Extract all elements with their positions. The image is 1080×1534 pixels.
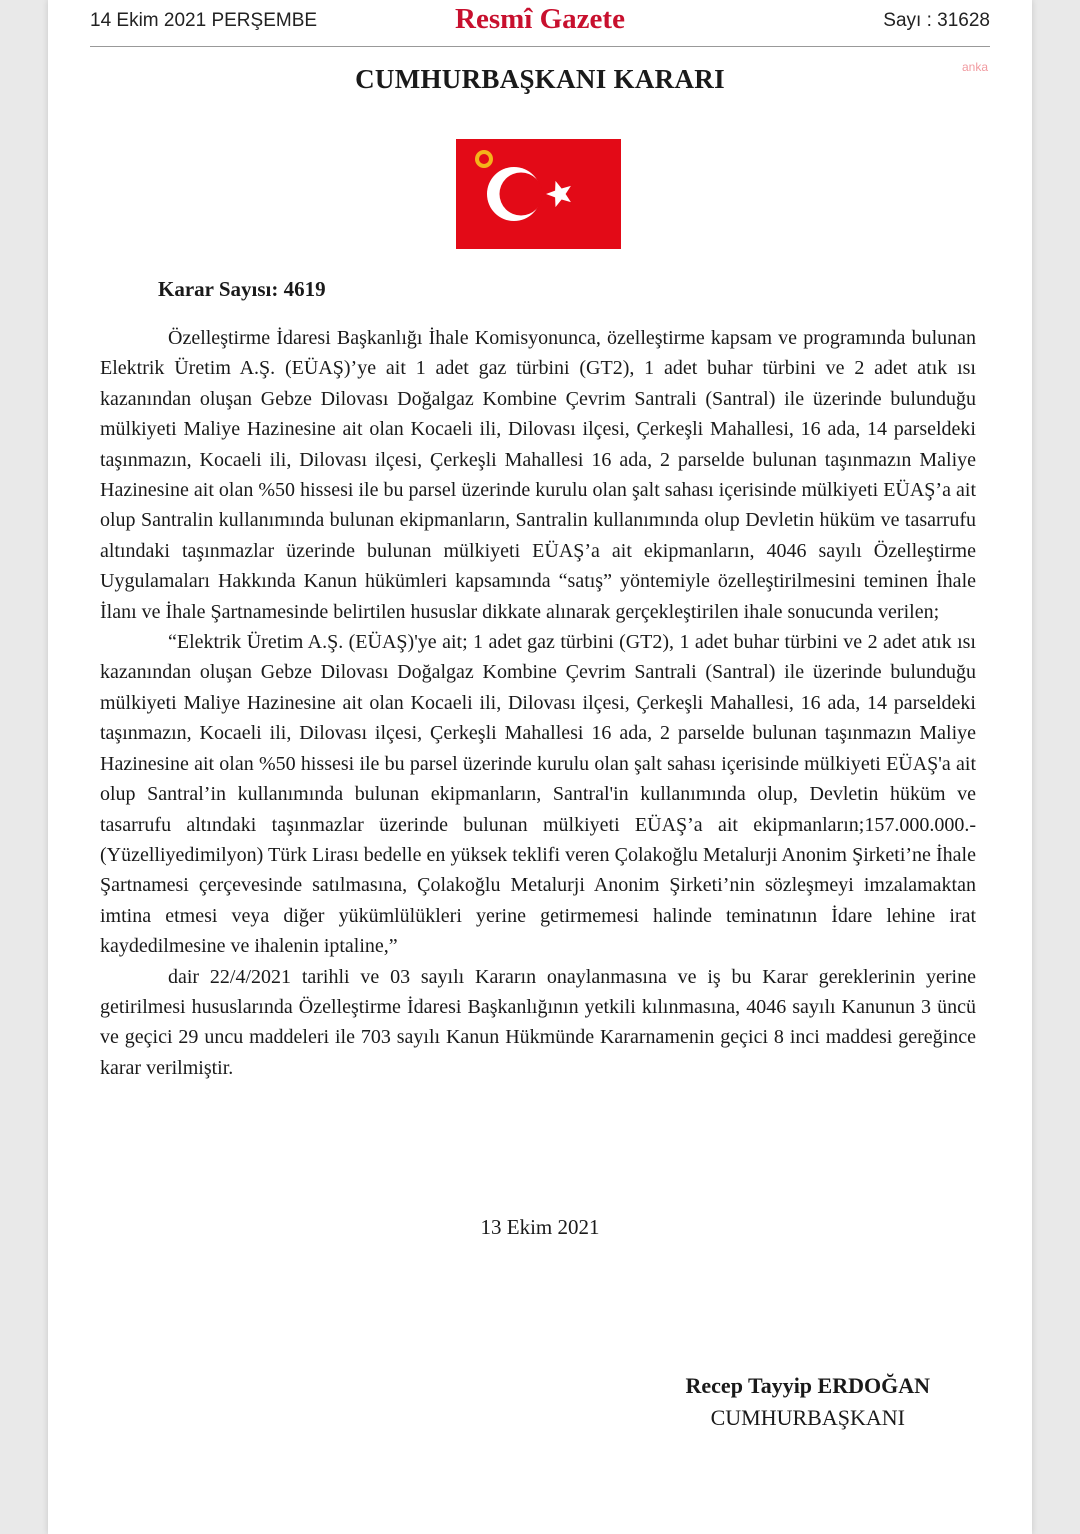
decision-date: 13 Ekim 2021 <box>480 1215 600 1239</box>
gazette-page <box>48 0 1032 1534</box>
paragraph: dair 22/4/2021 tarihli ve 03 sayılı Kararın onaylanmasına ve iş bu Karar gereklerinin yerine getirilmesi hususlarında Özelleştirme İdaresi Başkanlığının yetkili kılınmasına, 4046 sayılı Kanunun 3 üncü ve geçici 29 uncu maddeleri ile 703 sayılı Kanun Hükmünde Kararnamenin geçici 8 inci maddesi gereğince karar verilmiştir. <box>100 965 976 1079</box>
decision-number: Karar Sayısı: 4619 <box>158 277 326 301</box>
header-date: 14 Ekim 2021 PERŞEMBE <box>90 10 318 31</box>
header-divider <box>90 46 990 47</box>
document-title: CUMHURBAŞKANI KARARI <box>355 64 725 94</box>
signature-block <box>686 1370 930 1434</box>
signer-title: CUMHURBAŞKANI <box>710 1405 905 1430</box>
decision-body <box>100 323 976 1083</box>
paragraph: “Elektrik Üretim A.Ş. (EÜAŞ)'ye ait; 1 adet gaz türbini (GT2), 1 adet buhar türbini ve 2 adet atık ısı kazanından oluşan Gebze Dilovası Doğalgaz Kombine Çevrim Santrali (Santral) ile üzerinde bulunduğu mülkiyeti Maliye Hazinesine ait olan Kocaeli ili, Dilovası ilçesi, Çerkeşli Mahallesi, 16 ada, 14 parseldeki taşınmazın, Kocaeli ili, Dilovası ilçesi, Çerkeşli Mahallesi 16 ada, 2 parselde bulunan taşınmazın Maliye Hazinesine ait olan %50 hissesi ile bu parsel üzerinde kurulu olan şalt sahası içerisinde mülkiyeti EÜAŞ'a ait olup Santral’in kullanımında bulunan ekipmanların, Santral'in kullanımında olup, Devletin hüküm ve tasarrufu altındaki taşınmazlar üzerinde bulunan mülkiyeti EÜAŞ’a ait ekipmanların;157.000.000.- (Yüzelliyedimilyon) Türk Lirası bedelle en yüksek teklifi veren Çolakoğlu Metalurji Anonim Şirketi’ne İhale Şartnamesi çerçevesinde satılmasına, Çolakoğlu Metalurji Anonim Şirketi’nin sözleşmeyi imzalamaktan imtina etmesi veya diğer yükümlülükleri yerine getirmemesi halinde teminatının İdare lehine irat kaydedilmesine ve ihalenin iptaline,” <box>100 631 976 958</box>
turkish-flag-icon <box>456 139 621 249</box>
signer-name: Recep Tayyip ERDOĞAN <box>685 1373 930 1398</box>
gazette-title: Resmî Gazete <box>455 3 625 35</box>
watermark: anka <box>961 60 988 74</box>
issue-number: Sayı : 31628 <box>883 10 990 31</box>
paragraph: Özelleştirme İdaresi Başkanlığı İhale Komisyonunca, özelleştirme kapsam ve programında bulunan Elektrik Üretim A.Ş. (EÜAŞ)’ye ait 1 adet gaz türbini (GT2), 1 adet buhar türbini ve 2 adet atık ısı kazanından oluşan Gebze Dilovası Doğalgaz Kombine Çevrim Santrali (Santral) ile üzerinde bulunduğu mülkiyeti Maliye Hazinesine ait olan Kocaeli ili, Dilovası ilçesi, Çerkeşli Mahallesi, 16 ada, 14 parseldeki taşınmazın, Kocaeli ili, Dilovası ilçesi, Çerkeşli Mahallesi 16 ada, 2 parselde bulunan taşınmazın Maliye Hazinesine ait olan %50 hissesi ile bu parsel üzerinde kurulu olan şalt sahası içerisinde mülkiyeti EÜAŞ’a ait olup Santralin kullanımında bulunan ekipmanların, Santralin kullanımında olup Devletin hüküm ve tasarrufu altındaki taşınmazlar üzerinde bulunan mülkiyeti EÜAŞ’a ait ekipmanların, 4046 sayılı Özelleştirme Uygulamaları Hakkında Kanun hükümleri kapsamında “satış” yöntemiyle özelleştirilmesini teminen İhale İlanı ve İhale Şartnamesinde belirtilen hususlar dikkate alınarak gerçekleştirilen ihale sonucunda verilen; <box>100 327 976 623</box>
